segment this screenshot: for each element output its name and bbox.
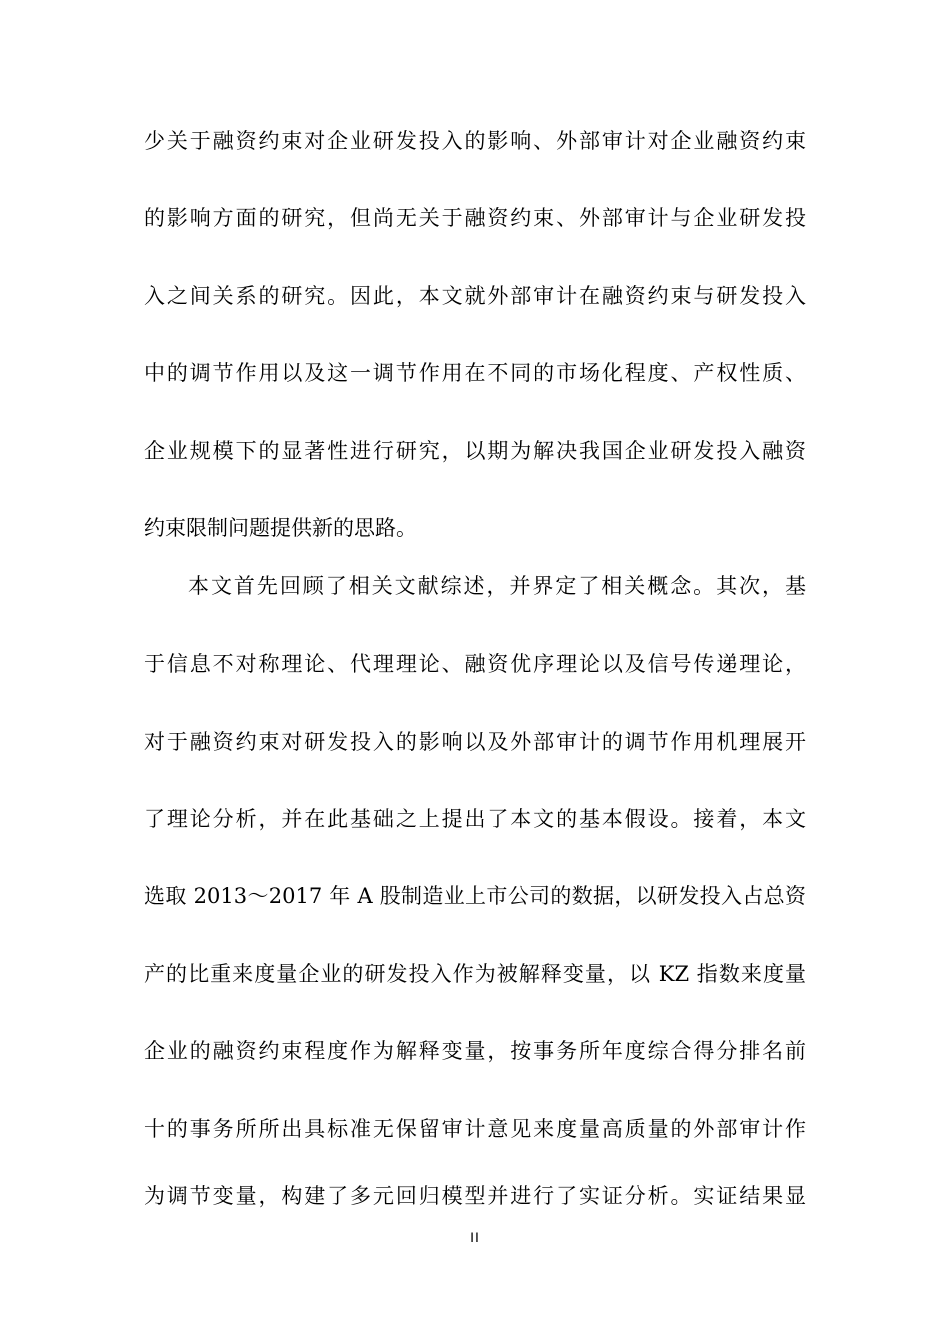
text-line: 对于融资约束对研发投入的影响以及外部审计的调节作用机理展开 <box>144 730 806 754</box>
text-line: 产的比重来度量企业的研发投入作为被解释变量，以 KZ 指数来度量 <box>144 962 806 986</box>
text-line: 的影响方面的研究，但尚无关于融资约束、外部审计与企业研发投 <box>144 206 806 230</box>
text-line: 入之间关系的研究。因此，本文就外部审计在融资约束与研发投入 <box>144 284 806 308</box>
text-line: 企业的融资约束程度作为解释变量，按事务所年度综合得分排名前 <box>144 1039 806 1063</box>
text-line: 中的调节作用以及这一调节作用在不同的市场化程度、产权性质、 <box>144 361 806 385</box>
text-line: 选取 2013～2017 年 A 股制造业上市公司的数据，以研发投入占总资 <box>144 884 806 908</box>
page-number: II <box>470 1229 480 1245</box>
text-line: 约束限制问题提供新的思路。 <box>144 516 417 540</box>
text-line: 十的事务所所出具标准无保留审计意见来度量高质量的外部审计作 <box>144 1117 806 1141</box>
text-line: 了理论分析，并在此基础之上提出了本文的基本假设。接着，本文 <box>144 807 806 831</box>
text-line: 于信息不对称理论、代理理论、融资优序理论以及信号传递理论， <box>144 652 806 676</box>
text-line: 企业规模下的显著性进行研究，以期为解决我国企业研发投入融资 <box>144 439 806 463</box>
text-line: 本文首先回顾了相关文献综述，并界定了相关概念。其次，基 <box>188 574 806 598</box>
text-line: 少关于融资约束对企业研发投入的影响、外部审计对企业融资约束 <box>144 129 806 153</box>
text-line: 为调节变量，构建了多元回归模型并进行了实证分析。实证结果显 <box>144 1184 806 1208</box>
